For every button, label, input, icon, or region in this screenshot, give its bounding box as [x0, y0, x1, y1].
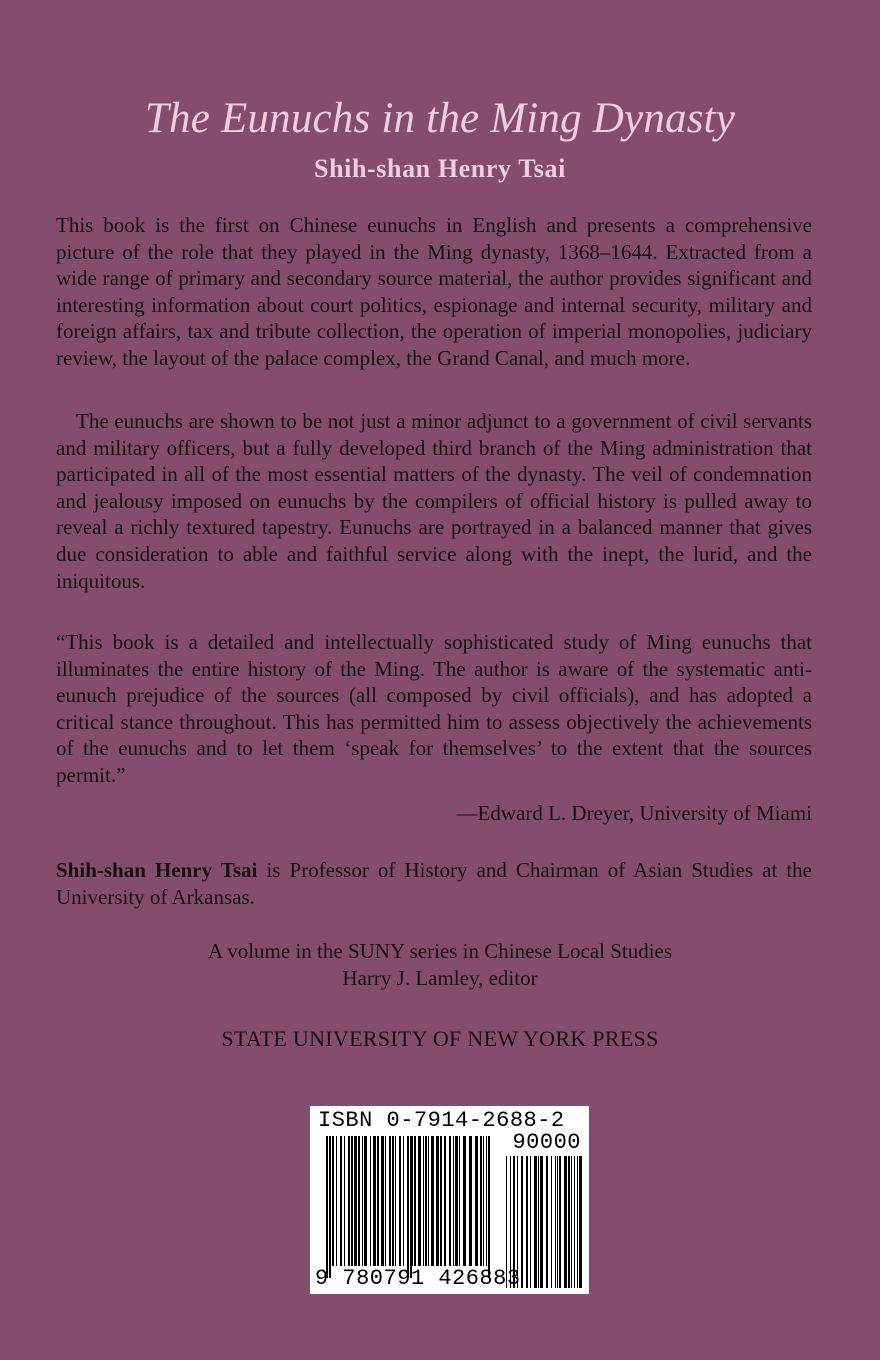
barcode-bar	[340, 1136, 342, 1266]
barcode-bar	[486, 1136, 487, 1266]
barcode-bar	[540, 1156, 543, 1288]
barcode-bar	[373, 1136, 376, 1266]
barcode-bar	[469, 1136, 472, 1266]
barcode-bar	[475, 1136, 478, 1266]
barcode-bar	[431, 1136, 434, 1266]
barcode-bar	[436, 1136, 439, 1266]
barcode-bar	[526, 1156, 528, 1288]
barcode-bar	[555, 1156, 556, 1288]
description-paragraph-1: This book is the first on Chinese eunuchs in English and presents a comprehensive picture of the role that they played in the Ming dynasty, 1368–1644. Extracted from a wide range of primary and secondary source material, the author provides significant and interesting information about court politics, espionage and internal security, military and foreign affairs, tax and tribute collection, the operation of imperial monopolies, judiciary review, the layout of the palace complex, the Grand Canal, and much more.	[56, 213, 812, 370]
barcode-bar	[459, 1136, 460, 1266]
barcode-bar	[358, 1136, 360, 1266]
barcode-bar	[395, 1136, 396, 1266]
barcode-bar	[336, 1136, 337, 1266]
barcode-bar	[463, 1136, 466, 1266]
isbn-label: ISBN 0-7914-2688-2	[318, 1108, 565, 1133]
barcode-bar	[453, 1136, 454, 1266]
review-attribution: —Edward L. Dreyer, University of Miami	[456, 801, 812, 825]
barcode-bar	[538, 1156, 539, 1288]
barcode-bar	[546, 1156, 548, 1288]
barcode-bar	[381, 1136, 384, 1266]
price-code: 90000	[512, 1130, 581, 1155]
barcode-bar	[351, 1136, 353, 1266]
barcode-bar	[534, 1156, 537, 1288]
barcode-bar	[455, 1136, 458, 1266]
barcode-guard-bar	[407, 1136, 409, 1278]
author-bio-name: Shih-shan Henry Tsai	[56, 858, 258, 882]
barcode-bar	[354, 1136, 357, 1266]
barcode-bar	[574, 1156, 575, 1288]
barcode-bar	[425, 1136, 427, 1266]
barcode-bar	[551, 1156, 552, 1288]
review-quote: “This book is a detailed and intellectually sophisticated study of Ming eunuchs that illuminates the entire history of the Ming. The author is aware of the systematic anti-eunuch prejudice of the sources (all composed by civil officials), and has adopted a critical stance throughout. This has permitted him to assess objectively the achievements of the eunuchs and to let them ‘speak for themselves’ to the extent that the sources permit.”	[56, 630, 812, 787]
barcode-bar	[449, 1136, 451, 1266]
barcode-bar	[364, 1136, 367, 1266]
barcode-bar	[530, 1156, 531, 1288]
barcode-bar	[389, 1136, 391, 1266]
barcode-guard-bar	[488, 1136, 490, 1278]
author-bio-text: is Professor of History and Chairman of Asian Studies at the University of Arkansas.	[56, 858, 812, 909]
book-title: The Eunuchs in the Ming Dynasty	[144, 95, 736, 142]
series-line-1: A volume in the SUNY series in Chinese Local Studies	[207, 939, 673, 963]
barcode-bar	[559, 1156, 561, 1288]
barcode-bar	[332, 1136, 334, 1266]
barcode-guard-bar	[329, 1136, 331, 1278]
barcode-bar	[344, 1136, 345, 1266]
barcode-bar	[571, 1156, 572, 1288]
barcode-bar	[377, 1136, 379, 1266]
barcode-bar	[557, 1156, 558, 1288]
barcode-bar	[428, 1136, 429, 1266]
barcode-bar	[568, 1156, 570, 1288]
barcode-guard-bar	[410, 1136, 412, 1278]
series-note	[0, 938, 880, 992]
barcode	[310, 1106, 589, 1294]
description-paragraph-2: The eunuchs are shown to be not just a minor adjunct to a government of civil servants and military officers, but a fully developed third branch of the Ming administration that participated in all of the most essential matters of the dynasty. The veil of condemnation and jealousy imposed on eunuchs by the compilers of official history is pulled away to reveal a richly textured tapestry. Eunuchs are portrayed in a balanced manner that gives due consideration to able and faithful service along with the inept, the lurid, and the iniquitous.	[56, 409, 812, 593]
barcode-bar	[418, 1136, 421, 1266]
barcode-bar	[423, 1136, 424, 1266]
barcode-bar	[444, 1136, 446, 1266]
barcode-bar	[403, 1136, 404, 1266]
series-line-2: Harry J. Lamley, editor	[342, 966, 538, 990]
barcode-guard-bar	[326, 1136, 328, 1278]
barcode-bar	[483, 1136, 484, 1266]
barcode-bar	[399, 1136, 401, 1266]
barcode-bar	[385, 1136, 386, 1266]
barcode-bar	[577, 1156, 578, 1288]
barcode-bar	[480, 1136, 482, 1266]
barcode-bar	[362, 1136, 363, 1266]
barcode-bar	[564, 1156, 567, 1288]
barcode-bar	[370, 1136, 371, 1266]
author-bio	[56, 857, 812, 910]
barcode-bar	[348, 1136, 350, 1266]
barcode-bar	[440, 1136, 442, 1266]
barcode-bar	[521, 1156, 523, 1288]
barcode-bar	[414, 1136, 416, 1266]
publisher-name: STATE UNIVERSITY OF NEW YORK PRESS	[221, 1026, 659, 1051]
barcode-bar	[392, 1136, 394, 1266]
author-name: Shih-shan Henry Tsai	[314, 154, 566, 183]
ean-number: 9 780791 426883	[315, 1266, 521, 1291]
barcode-bar	[579, 1156, 582, 1288]
